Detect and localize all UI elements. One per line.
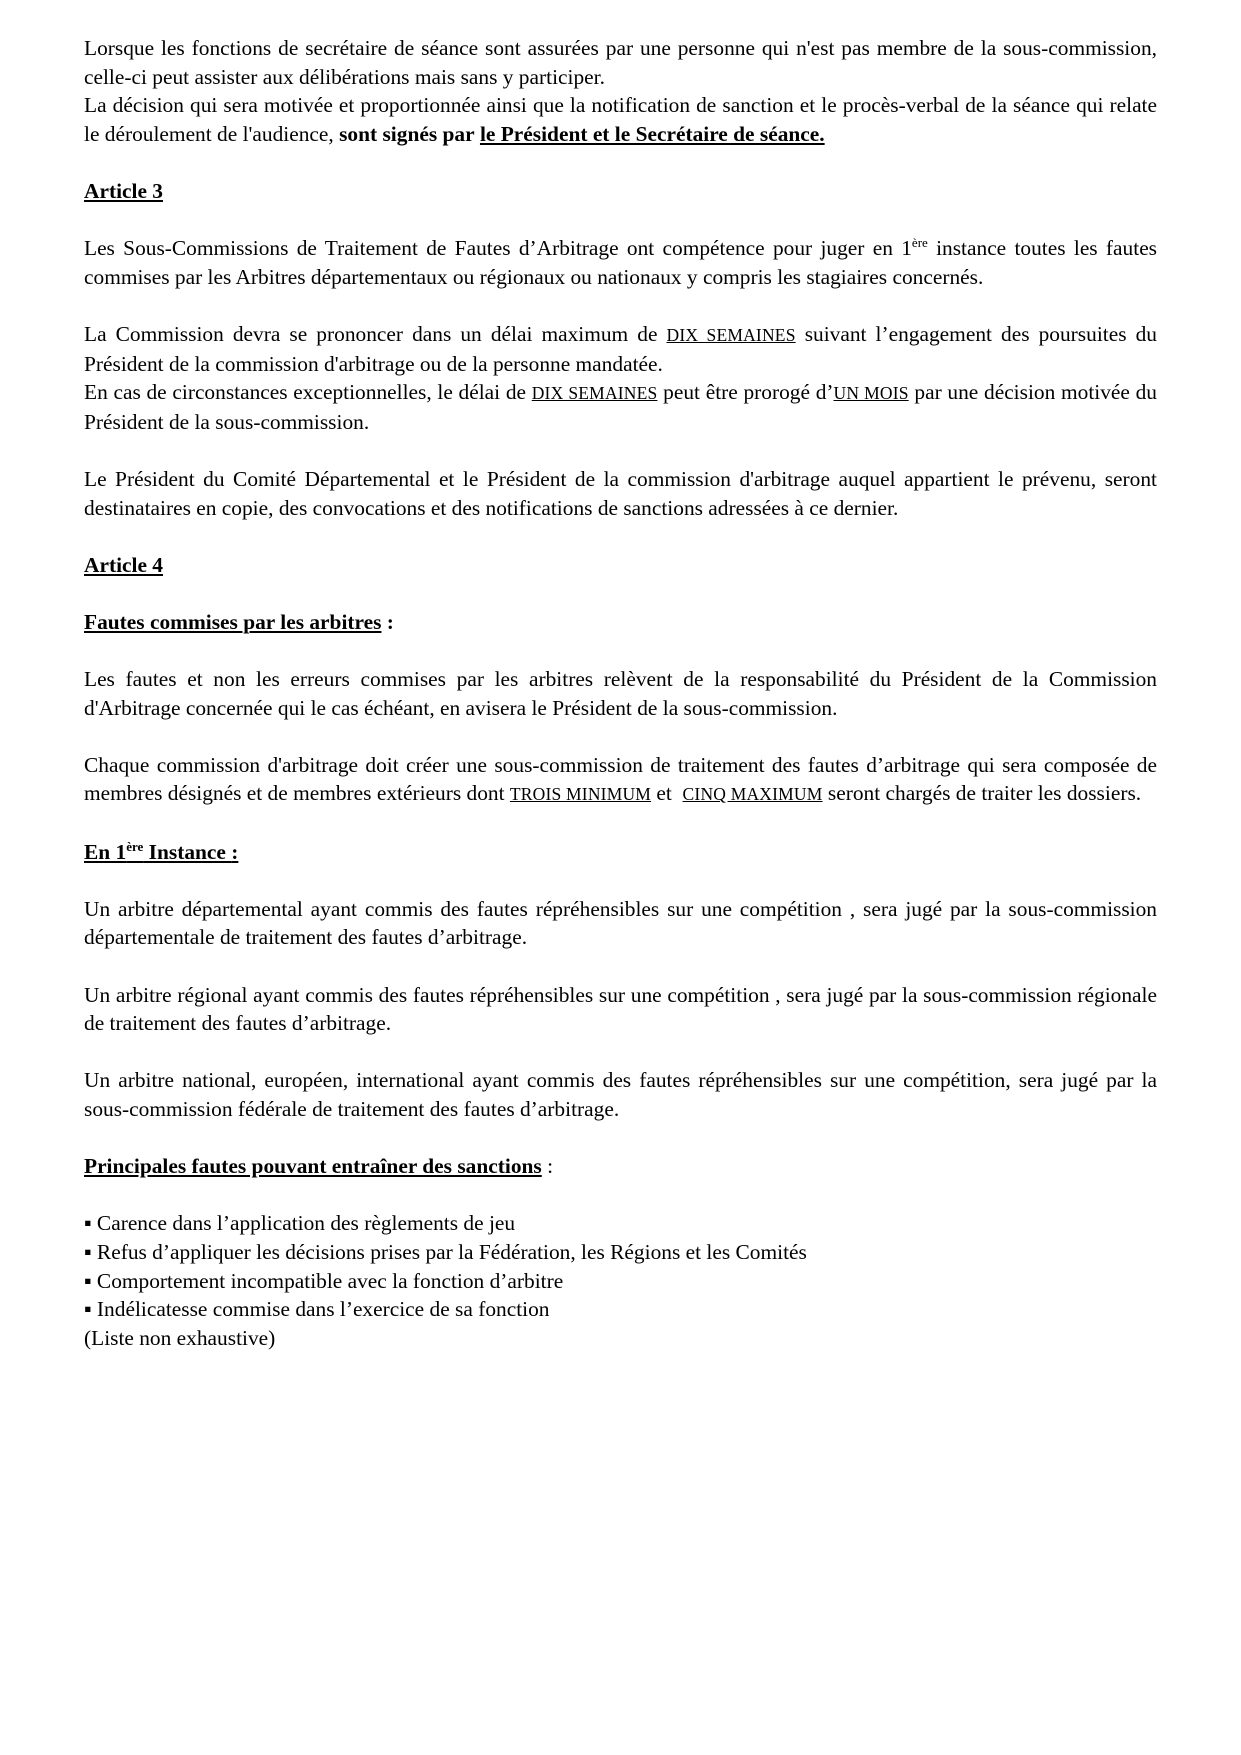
intro-paragraph-2 — [84, 91, 1157, 148]
article-3-p3-b: peut être prorogé d’ — [657, 380, 834, 405]
article-3-paragraph-2 — [84, 320, 1157, 378]
article-4-paragraph-1: Les fautes et non les erreurs commises par les arbitres relèvent de la responsabilité du Président de la Commission d'Arbitrage concernée qui le cas échéant, en avisera le Président de la sous-commission. — [84, 667, 1157, 720]
article-3-p3-a: En cas de circonstances exceptionnelles, le délai de — [84, 380, 532, 405]
article-4-p2-b: et — [651, 781, 683, 806]
list-item: ▪ Refus d’appliquer les décisions prises par la Fédération, les Régions et les Comités — [84, 1239, 807, 1264]
delay-one-month: UN MOIS — [833, 383, 909, 404]
first-instance-superscript: ère — [126, 838, 144, 854]
article-4-paragraph-5: Un arbitre national, européen, international ayant commis des fautes répréhensibles sur une compétition, sera jugé par la sous-commission fédérale de traitement des fautes d’arbitrage. — [84, 1068, 1157, 1121]
sanctions-subheading-text: Principales fautes pouvant entraîner des sanctions — [84, 1154, 542, 1179]
intro-paragraph-1: Lorsque les fonctions de secrétaire de séance sont assurées par une personne qui n'est pas membre de la sous-commission, celle-ci peut assister aux délibérations mais sans y participer. — [84, 36, 1157, 89]
sanctions-subheading-colon: : — [541, 1154, 554, 1179]
article-3-heading: Article 3 — [84, 178, 163, 203]
list-item: ▪ Comportement incompatible avec la fonction d’arbitre — [84, 1268, 564, 1293]
three-minimum: TROIS MINIMUM — [509, 784, 652, 805]
first-instance-b: Instance — [143, 839, 232, 864]
article-4-paragraph-3: Un arbitre départemental ayant commis des fautes répréhensibles sur une compétition , sera jugé par la sous-commission départementale de traitement des fautes d’arbitrage. — [84, 896, 1157, 950]
first-instance-colon: : — [231, 839, 239, 864]
article-3-paragraph-4: Le Président du Comité Départemental et le Président de la commission d'arbitrage auquel appartient le prévenu, seront destinataires en copie, des convocations et des notifications de sanctions adressées à ce dernier. — [84, 466, 1157, 520]
article-3-paragraph-3 — [84, 378, 1157, 436]
document-page — [84, 34, 1157, 1352]
article-3-p1-end: instance toutes les fautes commises par les Arbitres départementaux ou régionaux ou nationaux y compris les stagiaires concernés. — [84, 236, 1158, 289]
first-instance-subheading — [84, 838, 1157, 867]
article-3-p3-c: par une décision motivée du Président de la sous-commission. — [84, 380, 1157, 434]
article-3-p1-start: Les Sous-Commissions de Traitement de Fautes d’Arbitrage ont compétence pour juger en 1 — [84, 236, 912, 261]
list-item: ▪ Indélicatesse commise dans l’exercice de sa fonction — [84, 1297, 550, 1322]
intro-paragraph-2-text: La décision qui sera motivée et proportionnée ainsi que la notification de sanction et le procès-verbal de la séance qui relate le déroulement de l'audience, — [84, 93, 1157, 146]
delay-ten-weeks-2: DIX SEMAINES — [531, 383, 658, 404]
signed-by-text: sont signés par — [339, 121, 475, 146]
list-item: ▪ Carence dans l’application des règlements de jeu — [84, 1211, 516, 1236]
sanctions-subheading — [84, 1152, 1157, 1181]
faults-subheading — [84, 608, 1157, 637]
article-4-heading: Article 4 — [84, 552, 163, 577]
article-4-p2-a: Chaque commission d'arbitrage doit créer une sous-commission de traitement des fautes d’arbitrage qui sera composée de membres désignés et de membres extérieurs dont — [84, 752, 1157, 806]
article-3-p1-superscript: ère — [911, 235, 928, 251]
article-4-paragraph-4: Un arbitre régional ayant commis des fautes répréhensibles sur une compétition , sera jugé par la sous-commission régionale de traitement des fautes d’arbitrage. — [84, 982, 1157, 1036]
article-3-p2-a: La Commission devra se prononcer dans un délai maximum de — [84, 321, 667, 346]
article-4-paragraph-2 — [84, 751, 1157, 809]
faults-subheading-text: Fautes commises par les arbitres — [84, 609, 382, 634]
article-4-p2-c: seront chargés de traiter les dossiers. — [822, 781, 1142, 806]
article-3-p2-b: suivant l’engagement des poursuites du Président de la commission d'arbitrage ou de la personne mandatée. — [84, 321, 1157, 376]
faults-subheading-colon: : — [381, 609, 394, 634]
faults-list — [84, 1209, 1157, 1323]
list-note: (Liste non exhaustive) — [84, 1325, 276, 1350]
delay-ten-weeks: DIX SEMAINES — [666, 324, 796, 345]
first-instance-a: En 1 — [84, 839, 127, 864]
article-3-paragraph-1 — [84, 234, 1157, 291]
five-maximum: CINQ MAXIMUM — [682, 784, 823, 805]
signatories-text: le Président et le Secrétaire de séance. — [479, 121, 825, 146]
